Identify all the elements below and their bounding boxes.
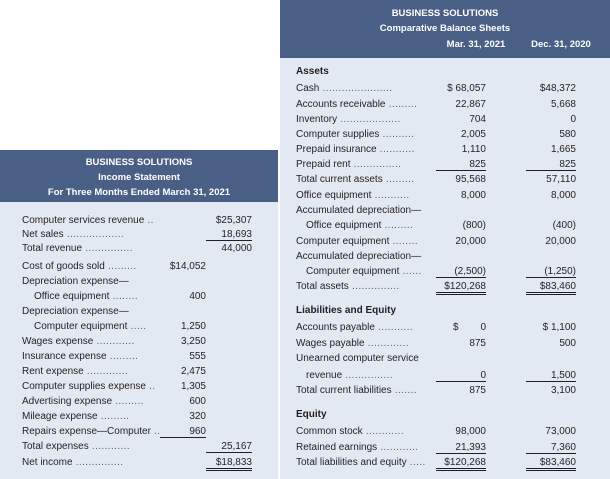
is-row-3-label-text: Cost of goods sold (22, 261, 105, 272)
is-row-14-leader-dots: .. (150, 426, 161, 437)
bs-asset-row-6-leader-dots: ......... (382, 174, 415, 185)
is-row-10-inner-value: 2,475 (180, 366, 206, 377)
liabilities-heading: Liabilities and Equity (296, 305, 397, 316)
bs-asset-row-1-mar-value: 22,867 (455, 99, 486, 110)
is-row-11-inner-value: 1,305 (180, 381, 206, 392)
bs-asset-row-0-dec-value: $48,372 (539, 83, 576, 94)
bs-liab-row-0-label (296, 322, 413, 333)
bs-equity-row-2-leader-dots: ..... (406, 457, 426, 468)
is-row-3-leader-dots: ......... (104, 261, 137, 272)
is-row-1-outer-value: 18,693 (206, 229, 252, 241)
bs-liab-row-3-dec-value: 1,500 (526, 370, 576, 382)
bs-liab-row-2-label-text: Unearned computer service (296, 353, 419, 364)
is-row-16-label-text: Net income (22, 457, 73, 468)
bs-liab-row-0-dollar-sign: $ (453, 322, 459, 333)
is-row-8-label-text: Wages expense (22, 336, 94, 347)
bs-equity-row-0-label (296, 426, 404, 437)
bs-asset-row-8-label (296, 205, 421, 216)
bs-asset-row-12-mar-value: (2,500) (436, 266, 486, 278)
is-row-6-label-text: Depreciation expense— (22, 306, 129, 317)
is-row-12-label (22, 396, 144, 407)
is-row-13-leader-dots: ......... (97, 411, 130, 422)
bs-asset-row-10-label-text: Computer equipment (296, 236, 390, 247)
bs-asset-row-12-label-text: Computer equipment (306, 266, 400, 277)
bs-liab-row-4-dec-value: 3,100 (550, 385, 576, 396)
is-row-11-label (22, 381, 156, 392)
balance-sheet-col2-header: Dec. 31, 2020 (531, 39, 591, 50)
is-row-2-label-text: Total revenue (22, 243, 83, 254)
bs-asset-row-3-dec-value: 580 (559, 129, 576, 140)
bs-asset-row-10-label (296, 236, 418, 247)
bs-liab-row-1-label (296, 338, 409, 349)
is-row-6-label (22, 306, 129, 317)
is-row-3-label (22, 261, 137, 272)
bs-asset-row-7-mar-value: 8,000 (460, 190, 486, 201)
is-row-8-leader-dots: ............ (93, 336, 135, 347)
bs-asset-row-4-label (296, 144, 415, 155)
bs-equity-row-0-leader-dots: ............ (362, 426, 405, 437)
bs-asset-row-2-mar-value: 704 (469, 114, 486, 125)
bs-asset-row-0-label-text: Cash (296, 83, 320, 94)
bs-asset-row-6-label-text: Total current assets (296, 174, 383, 185)
bs-asset-row-12-leader-dots: ...... (399, 266, 422, 277)
bs-liab-row-4-label-text: Total current liabilities (296, 385, 392, 396)
bs-asset-row-12-label (306, 266, 422, 277)
bs-asset-row-1-leader-dots: ......... (385, 99, 418, 110)
is-row-15-label (22, 441, 130, 452)
bs-asset-row-4-dec-value: 1,665 (550, 144, 576, 155)
is-row-5-label (34, 291, 138, 302)
bs-asset-row-3-label-text: Computer supplies (296, 129, 380, 140)
bs-equity-row-0-mar-value: 98,000 (455, 426, 486, 437)
bs-asset-row-7-leader-dots: ........... (371, 190, 410, 201)
bs-asset-row-0-leader-dots: ...................... (319, 83, 393, 94)
is-row-2-outer-value: 44,000 (221, 243, 252, 254)
is-row-16-label (22, 457, 123, 468)
bs-equity-row-2-dec-value: $83,460 (526, 457, 576, 471)
is-row-14-label-text: Repairs expense—Computer (22, 426, 151, 437)
bs-equity-row-2-mar-value: $120,268 (436, 457, 486, 471)
bs-asset-row-8-label-text: Accumulated depreciation— (296, 205, 422, 216)
is-row-2-leader-dots: ............... (82, 243, 133, 254)
bs-equity-row-1-mar-value: 21,393 (436, 442, 486, 454)
is-row-10-leader-dots: ............. (83, 366, 129, 377)
bs-asset-row-6-dec-value: 57,110 (546, 174, 576, 185)
bs-asset-row-9-mar-value: (800) (462, 220, 486, 231)
is-row-0-outer-value: $25,307 (215, 215, 252, 226)
is-row-14-label (22, 426, 161, 437)
is-row-4-label (22, 276, 129, 287)
bs-asset-row-5-dec-value: 825 (526, 159, 576, 171)
bs-asset-row-11-label (296, 251, 421, 262)
bs-liab-row-0-leader-dots: ........... (374, 322, 414, 333)
bs-asset-row-3-label (296, 129, 414, 140)
is-row-14-inner-value: 960 (160, 426, 206, 438)
bs-asset-row-0-label (296, 83, 392, 94)
bs-asset-row-13-label-text: Total assets (296, 281, 349, 292)
is-row-15-outer-value: 25,167 (206, 441, 252, 453)
bs-asset-row-12-dec-value: (1,250) (526, 266, 576, 278)
is-row-16-outer-value: $18,833 (206, 457, 252, 471)
assets-heading: Assets (296, 66, 329, 77)
is-row-4-label-text: Depreciation expense— (22, 276, 129, 287)
bs-equity-row-1-dec-value: 7,360 (526, 442, 576, 454)
bs-equity-row-2-label-text: Total liabilities and equity (296, 457, 407, 468)
is-row-5-label-text: Office equipment (34, 291, 110, 302)
is-row-16-leader-dots: ............... (72, 457, 124, 468)
is-row-13-label (22, 411, 129, 422)
is-row-10-label-text: Rent expense (22, 366, 84, 377)
is-row-10-label (22, 366, 128, 377)
is-row-2-label (22, 243, 133, 254)
bs-asset-row-13-mar-value: $120,268 (436, 281, 486, 295)
is-row-9-inner-value: 555 (189, 351, 206, 362)
is-row-3-inner-value: $14,052 (169, 261, 206, 272)
bs-asset-row-0-mar-value: $ 68,057 (447, 83, 486, 94)
is-row-8-label (22, 336, 135, 347)
bs-asset-row-3-mar-value: 2,005 (460, 129, 486, 140)
bs-asset-row-9-label-text: Office equipment (306, 220, 382, 231)
is-row-7-inner-value: 1,250 (180, 321, 206, 332)
is-row-7-label (34, 321, 146, 332)
is-row-12-label-text: Advertising expense (22, 396, 113, 407)
bs-liab-row-4-label (296, 385, 417, 396)
is-row-9-label (22, 351, 138, 362)
bs-asset-row-9-leader-dots: ......... (381, 220, 414, 231)
income-statement-period: For Three Months Ended March 31, 2021 (47, 187, 231, 198)
income-statement-company: BUSINESS SOLUTIONS (85, 157, 193, 168)
bs-liab-row-3-label-text: revenue (306, 370, 343, 381)
bs-asset-row-2-label-text: Inventory (296, 114, 338, 125)
bs-equity-row-0-label-text: Common stock (296, 426, 363, 437)
balance-sheet-company: BUSINESS SOLUTIONS (391, 8, 499, 19)
bs-asset-row-6-mar-value: 95,568 (455, 174, 486, 185)
is-row-7-label-text: Computer equipment (34, 321, 128, 332)
bs-liab-row-3-mar-value: 0 (436, 370, 486, 382)
bs-asset-row-7-label (296, 190, 410, 201)
balance-sheet-title: Comparative Balance Sheets (379, 23, 511, 34)
bs-asset-row-4-label-text: Prepaid insurance (296, 144, 377, 155)
bs-asset-row-4-mar-value: 1,110 (461, 144, 486, 155)
bs-asset-row-11-label-text: Accumulated depreciation— (296, 251, 422, 262)
bs-liab-row-3-leader-dots: ............... (342, 370, 393, 381)
bs-asset-row-1-label-text: Accounts receivable (296, 99, 386, 110)
bs-liab-row-1-label-text: Wages payable (296, 338, 365, 349)
bs-asset-row-3-leader-dots: .......... (379, 129, 415, 140)
is-row-0-label-text: Computer services revenue (22, 215, 145, 226)
is-row-9-label-text: Insurance expense (22, 351, 107, 362)
is-row-15-label-text: Total expenses (22, 441, 89, 452)
bs-equity-row-1-label-text: Retained earnings (296, 442, 378, 453)
is-row-0-label (22, 215, 154, 226)
bs-asset-row-5-leader-dots: ............... (350, 159, 402, 170)
is-row-12-leader-dots: ......... (112, 396, 144, 407)
is-row-15-leader-dots: ............ (88, 441, 131, 452)
bs-asset-row-13-dec-value: $83,460 (526, 281, 576, 295)
income-statement-title: Income Statement (98, 172, 180, 183)
bs-asset-row-1-label (296, 99, 417, 110)
bs-equity-row-0-dec-value: 73,000 (545, 426, 576, 437)
is-row-0-leader-dots: .. (144, 215, 154, 226)
bs-asset-row-10-mar-value: 20,000 (455, 236, 486, 247)
bs-liab-row-1-mar-value: 875 (469, 338, 486, 349)
bs-liab-row-1-leader-dots: ............. (364, 338, 410, 349)
bs-asset-row-13-label (296, 281, 400, 292)
equity-heading: Equity (296, 409, 327, 420)
bs-equity-row-1-label (296, 442, 419, 453)
bs-liab-row-4-leader-dots: ....... (391, 385, 418, 396)
bs-liab-row-0-label-text: Accounts payable (296, 322, 375, 333)
bs-asset-row-1-dec-value: 5,668 (550, 99, 576, 110)
is-row-11-label-text: Computer supplies expense (22, 381, 146, 392)
bs-asset-row-9-dec-value: (400) (552, 220, 576, 231)
is-row-8-inner-value: 3,250 (180, 336, 206, 347)
bs-asset-row-7-label-text: Office equipment (296, 190, 372, 201)
bs-asset-row-5-label (296, 159, 401, 170)
bs-asset-row-2-label (296, 114, 401, 125)
bs-equity-row-2-label (296, 457, 426, 468)
is-row-9-leader-dots: ......... (106, 351, 139, 362)
bs-asset-row-13-leader-dots: ............... (348, 281, 400, 292)
bs-asset-row-10-leader-dots: ........ (389, 236, 418, 247)
bs-asset-row-10-dec-value: 20,000 (545, 236, 576, 247)
bs-liab-row-4-mar-value: 875 (469, 385, 486, 396)
is-row-1-label (22, 229, 124, 240)
is-row-12-inner-value: 600 (189, 396, 206, 407)
is-row-13-label-text: Mileage expense (22, 411, 98, 422)
bs-asset-row-7-dec-value: 8,000 (550, 190, 576, 201)
is-row-11-leader-dots: .. (145, 381, 156, 392)
bs-asset-row-2-leader-dots: ................... (337, 114, 401, 125)
bs-asset-row-2-dec-value: 0 (570, 114, 576, 125)
is-row-1-label-text: Net sales (22, 229, 64, 240)
is-row-13-inner-value: 320 (189, 411, 206, 422)
bs-asset-row-5-mar-value: 825 (436, 159, 486, 171)
bs-liab-row-2-label (296, 353, 419, 364)
bs-asset-row-5-label-text: Prepaid rent (296, 159, 351, 170)
is-row-5-leader-dots: ........ (109, 291, 139, 302)
bs-liab-row-0-dec-value: $ 1,100 (542, 322, 576, 333)
is-row-7-leader-dots: ..... (127, 321, 147, 332)
balance-sheet-col1-header: Mar. 31, 2021 (446, 39, 506, 50)
is-row-1-leader-dots: .................. (63, 229, 125, 240)
is-row-5-inner-value: 400 (189, 291, 206, 302)
bs-liab-row-3-label (306, 370, 393, 381)
bs-asset-row-6-label (296, 174, 415, 185)
bs-liab-row-1-dec-value: 500 (559, 338, 576, 349)
bs-asset-row-9-label (306, 220, 413, 231)
bs-equity-row-1-leader-dots: ............ (377, 442, 419, 453)
bs-liab-row-0-mar-value: 0 (480, 322, 486, 333)
bs-asset-row-4-leader-dots: ........... (376, 144, 415, 155)
